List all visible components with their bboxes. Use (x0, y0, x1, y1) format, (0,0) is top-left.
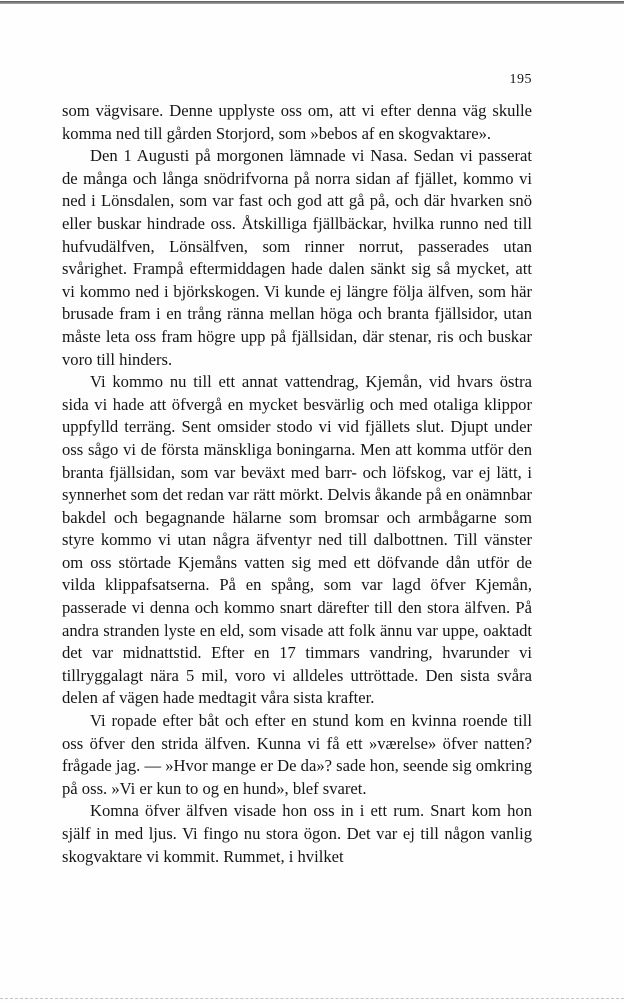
paragraph-5: Komna öfver älfven visade hon oss in i ett rum. Snart kom hon själf in med ljus. Vi fingo nu stora ögon. Det var ej till någon vanlig skogvaktare vi kommit. Rummet, i hvilket (62, 801, 532, 866)
paragraph-3: Vi kommo nu till ett annat vattendrag, Kjemån, vid hvars östra sida vi hade att öfvergå en mycket besvärlig och med otaliga klippor uppfylld terräng. Sent omsider stodo vi vid fjällets slut. Djupt under oss sågo vi de första mänskliga boningarna. Men att komma utför den branta fjällsidan, som var beväxt med barr- och löfskog, var ej lätt, i synnerhet som det redan var rätt mörkt. Delvis åkande på en onämnbar bakdel och begagnande hälarne som bromsar och armbågarne som styre kommo vi utan några äfventyr ned till dalbottnen. Till vänster om oss störtade Kjemåns vatten sig med ett döfvande dån utför de vilda klippafsatserna. På en spång, som var lagd öfver Kjemån, passerade vi denna och kommo snart därefter till den stora älfven. På andra stranden lyste en eld, som visade att folk ännu var uppe, oaktadt det var midnattstid. Efter en 17 timmars vandring, hvarunder vi tillryggalagt nära 5 mil, voro vi alldeles uttröttade. Den sista svåra delen af vägen hade medtagit våra sista krafter. (62, 372, 532, 708)
page-top-edge (0, 1, 624, 4)
paragraph-2: Den 1 Augusti på morgonen lämnade vi Nasa. Sedan vi passerat de många och långa snödrifvorna på norra sidan af fjället, kommo vi ned i Lönsdalen, som var fast och god att gå på, och där hvarken snö eller buskar hindrade oss. Åtskilliga fjällbäckar, hvilka runno ned till hufvudälfven, Lönsälfven, som rinner norrut, passerades utan svårighet. Frampå eftermiddagen hade dalen sänkt sig så mycket, att vi kommo ned i björkskogen. Vi kunde ej längre följa älfven, som här brusade fram i en trång ränna mellan höga och branta fjällsidor, utan måste leta oss fram högre upp på fjällsidan, där stenar, ris och buskar voro till hinders. (62, 146, 532, 369)
page-bottom-edge (0, 998, 624, 1001)
body-text (62, 100, 532, 868)
page-number: 195 (509, 72, 532, 87)
paragraph-1: som vägvisare. Denne upplyste oss om, att vi efter denna väg skulle komma ned till gården Storjord, som »bebos af en skogvaktare». (62, 101, 532, 143)
paragraph-4: Vi ropade efter båt och efter en stund kom en kvinna roende till oss öfver den strida älfven. Kunna vi få ett »værelse» öfver natten? frågade jag. — »Hvor mange er De da»? sade hon, seende sig omkring på oss. »Vi er kun to og en hund», blef svaret. (62, 711, 532, 798)
